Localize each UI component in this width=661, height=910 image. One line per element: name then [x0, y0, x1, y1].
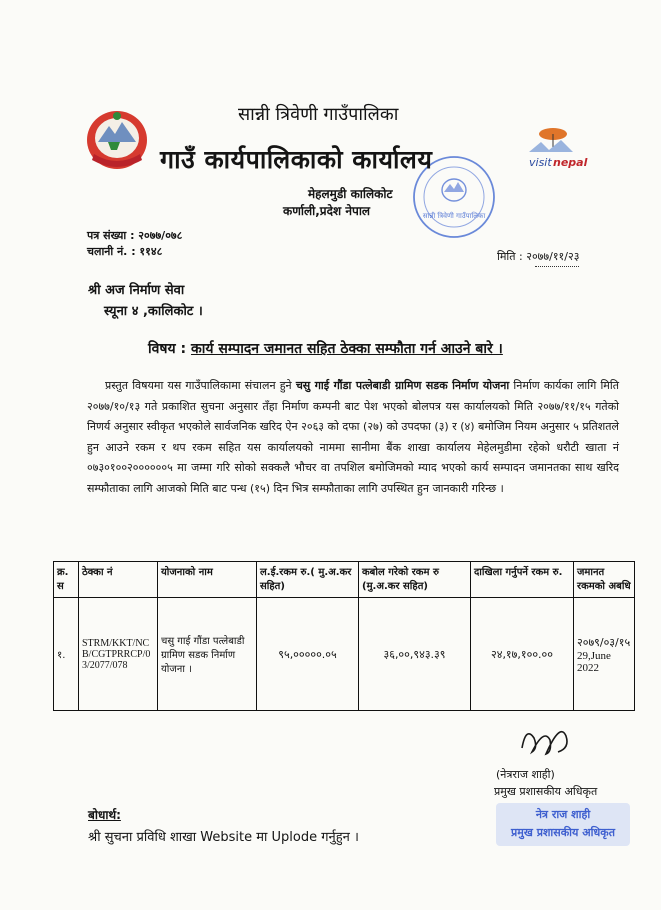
- patra-sankhya: पत्र संख्या : २०७७/०७८: [87, 229, 183, 242]
- org-name: सान्नी त्रिवेणी गाउँपालिका: [238, 104, 399, 125]
- contract-table: [53, 561, 635, 711]
- table-header-row: [54, 562, 635, 598]
- th-sn: क्र. स: [54, 562, 79, 598]
- signatory-title: प्रमुख प्रशासकीय अधिकृत: [494, 785, 598, 798]
- addressee-name: श्री अज निर्माण सेवा: [88, 283, 185, 298]
- place-line-1: मेहलमुडी कालिकोट: [308, 187, 393, 201]
- cell-bid-amount: ३६,००,९४३.३९: [359, 598, 471, 711]
- th-project-name: योजनाको नाम: [158, 562, 257, 598]
- cell-project-name: चसु गाई गौंडा पत्लेबाडी ग्रामिण सडक निर्माण योजना ।: [158, 598, 257, 711]
- svg-text:nepal: nepal: [553, 156, 588, 169]
- addressee-address: स्यूना ४ ,कालिकोट ।: [104, 304, 203, 319]
- stamp-name: नेत्र राज शाही: [535, 808, 591, 821]
- letter-date: मिति : २०७७/११/२३: [497, 250, 580, 263]
- office-name: गाउँ कार्यपालिकाको कार्यालय: [160, 145, 433, 174]
- stamp-title: प्रमुख प्रशासकीय अधिकृत: [511, 826, 615, 839]
- cell-sn: १.: [54, 598, 79, 711]
- svg-text:visit: visit: [529, 156, 552, 169]
- th-deposit: दाखिला गर्नुपर्ने रकम रु.: [471, 562, 574, 598]
- signature-mark: [516, 718, 576, 764]
- name-stamp: [496, 803, 630, 846]
- bodharth-label: बोधार्थ:: [88, 808, 121, 822]
- th-bid-amount: कबोल गरेको रकम रु (मु.अ.कर सहित): [359, 562, 471, 598]
- cell-validity: [574, 598, 635, 711]
- th-contract-no: ठेक्का नं: [79, 562, 158, 598]
- nepal-emblem-logo: [84, 108, 150, 172]
- project-name: चसु गाई गौंडा पत्लेबाडी ग्रामिण सडक निर्माण योजना: [295, 379, 510, 392]
- letter-body: [87, 376, 619, 499]
- cell-estimate: ९५,०००००.०५: [257, 598, 359, 711]
- subject-prefix: विषय :: [148, 341, 187, 357]
- signatory-name: (नेत्रराज शाही): [496, 768, 555, 781]
- validity-np: २०७९/०३/१५: [577, 635, 631, 649]
- cell-deposit: २४,१७,१००.००: [471, 598, 574, 711]
- footer-note: श्री सुचना प्रविधि शाखा Website मा Uplode गर्नुहुन ।: [88, 830, 359, 845]
- seal-text: सान्नी त्रिवेणी गाउँपालिका: [422, 212, 486, 220]
- subject-line: [148, 339, 503, 358]
- place-line-2: कर्णाली,प्रदेश नेपाल: [283, 204, 371, 218]
- th-estimate: ल.ई.रकम रु.( मु.अ.कर सहित): [257, 562, 359, 598]
- chalani-number: चलानी नं. : ११४८: [87, 245, 163, 258]
- th-validity: जमानत रकमको अबधि: [574, 562, 635, 598]
- visit-nepal-logo: [523, 122, 593, 174]
- body-main: निर्माण कार्यका लागि मिति २०७७/१०/१३ गते प्रकाशित सुचना अनुसार तँहा निर्माण कम्पनी बाट पेश भएको बोलपत्र यस कार्यालयको मिति २०७७/११/१५ गतेको निणर्य अनुसार स्वीकृत भएकोले सार्वजनिक खरिद ऐन २०६३ को दफा (२७) को उपदफा (३) र (४) बमोजिम नियम अनुसार ५ प्रतिशतले हुन आउने रकम र थप रकम सहित यस कार्यालयको नाममा सानीमा बैंक शाखा कार्यालय मेहेलमुडीमा रहेको धरौटी खाता नं ०७३०१००२००००००५ मा जम्मा गरि सोको सक्कलै भौचर वा तपशिल बमोजिमको म्याद भएको कार्य सम्पादन जमानतका साथ खरिद सम्फौताका लागि आजको मिति बाट पन्ध (१५) दिन भित्र सम्फौताका लागि उपस्थित हुन जानकारी गरिन्छ ।: [87, 379, 620, 495]
- table-row: [54, 598, 635, 711]
- subject-text: कार्य सम्पादन जमानत सहित ठेक्का सम्फौता गर्न आउने बारे ।: [190, 341, 503, 357]
- validity-en: 29,June 2022: [577, 649, 611, 674]
- cell-contract-no: STRM/KKT/NCB/CGTPRRCP/03/2077/078: [79, 598, 158, 711]
- body-intro: प्रस्तुत विषयमा यस गाउँपालिकामा संचालन हुने: [105, 379, 292, 392]
